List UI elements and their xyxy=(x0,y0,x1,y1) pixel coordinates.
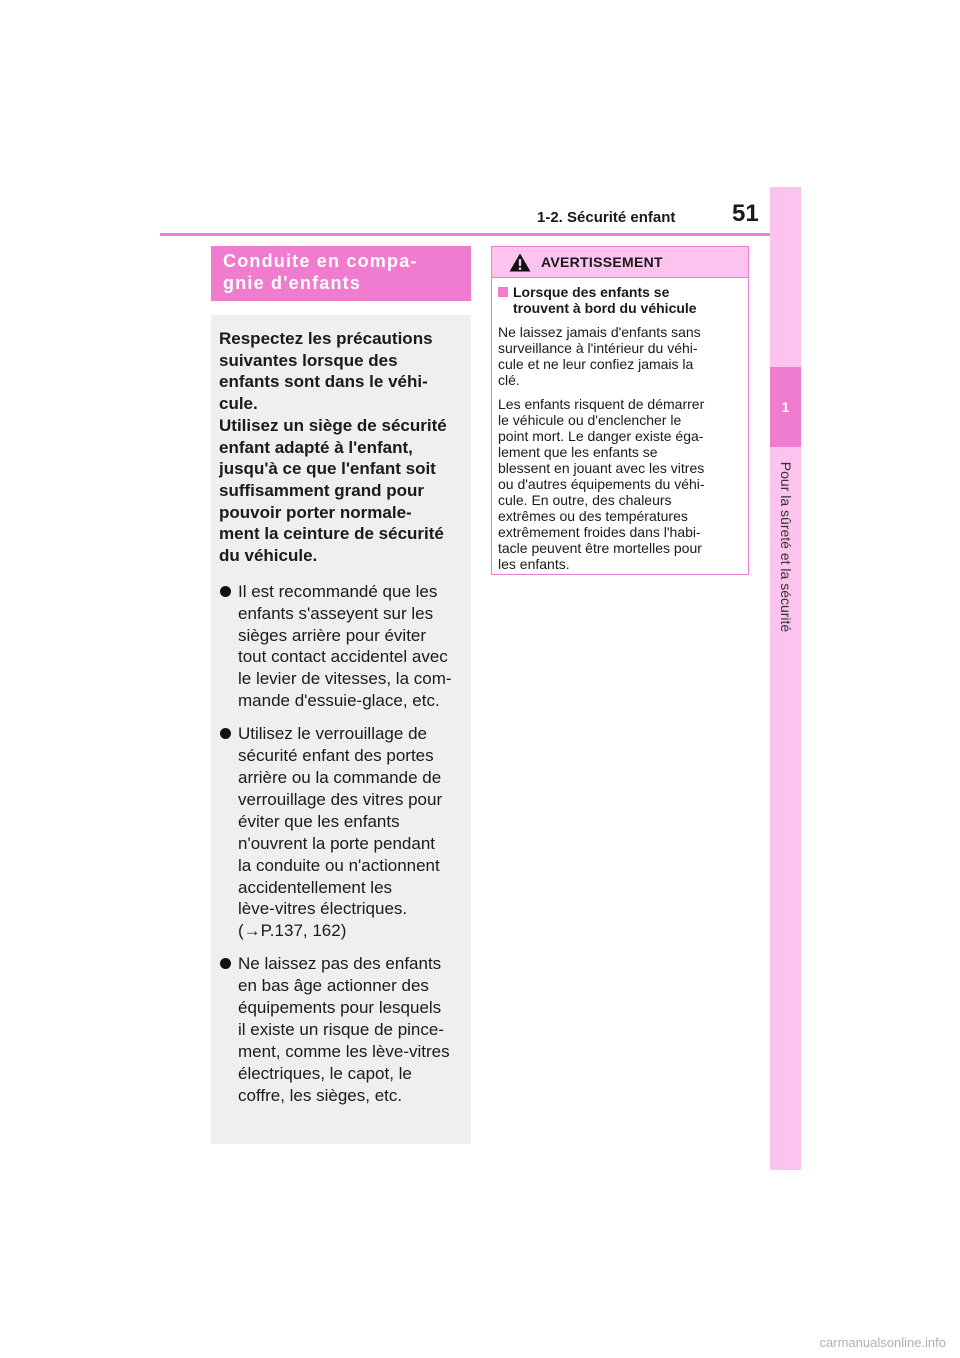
intro-line: Respectez les précautions xyxy=(219,329,433,348)
warning-line: extrêmement froides dans l'habi- xyxy=(498,524,701,540)
bullet-line: verrouillage des vitres pour xyxy=(238,789,443,809)
list-item xyxy=(219,953,463,1106)
intro-line: jusqu'à ce que l'enfant soit xyxy=(219,459,436,479)
section-body xyxy=(211,315,471,1144)
section-header-title: 1-2. Sécurité enfant xyxy=(537,209,676,226)
chapter-number-tab: 1 xyxy=(770,367,801,447)
warning-triangle-icon xyxy=(509,253,531,272)
bullet-line: il existe un risque de pince- xyxy=(238,1019,445,1039)
bullet-line: sécurité enfant des portes xyxy=(238,746,434,766)
warning-line: extrêmes ou des températures xyxy=(498,508,688,524)
warning-paragraph xyxy=(498,396,738,572)
bullet-line: Utilisez le verrouillage de xyxy=(238,724,427,744)
warning-line: blessent en jouant avec les vitres xyxy=(498,460,705,476)
warning-line: Les enfants risquent de démarrer xyxy=(498,396,705,412)
bullet-line: la conduite ou n'actionnent xyxy=(238,855,440,875)
warning-line: les enfants. xyxy=(498,556,570,572)
warning-subtitle-line: trouvent à bord du véhicule xyxy=(513,299,697,316)
intro-line: cule. xyxy=(219,394,258,414)
warning-line: clé. xyxy=(498,372,520,388)
intro-line: du véhicule. xyxy=(219,546,318,566)
main-section xyxy=(211,246,471,1144)
bullet-list xyxy=(219,581,463,1107)
bullet-line: arrière ou la commande de xyxy=(238,767,442,787)
warning-header xyxy=(492,247,748,278)
bullet-line: éviter que les enfants xyxy=(238,811,400,831)
bullet-dot-icon xyxy=(220,728,231,739)
bullet-line: sièges arrière pour éviter xyxy=(238,625,427,645)
warning-box xyxy=(491,246,749,575)
page-number: 51 xyxy=(732,200,759,227)
warning-subtitle xyxy=(498,285,738,316)
bullet-line: en bas âge actionner des xyxy=(238,976,429,996)
warning-line: surveillance à l'intérieur du véhi- xyxy=(498,340,698,356)
watermark[interactable]: carmanualsonline.info xyxy=(819,1335,946,1350)
bullet-line: enfants s'asseyent sur les xyxy=(238,603,434,623)
intro-line: enfant adapté à l'enfant, xyxy=(219,437,413,457)
section-heading xyxy=(211,246,471,301)
warning-line: Ne laissez jamais d'enfants sans xyxy=(498,324,701,340)
intro-line: suivantes lorsque des xyxy=(219,350,398,370)
bullet-line: le levier de vitesses, la com- xyxy=(238,669,452,689)
warning-line: ou d'autres équipements du véhi- xyxy=(498,476,705,492)
bullet-line: lève-vitres électriques. xyxy=(238,899,408,919)
warning-line: cule. En outre, des chaleurs xyxy=(498,492,672,508)
square-bullet-icon xyxy=(498,287,508,297)
warning-body xyxy=(492,278,748,572)
page-reference-link[interactable]: (→P.137, 162) xyxy=(238,921,347,941)
intro-line: enfants sont dans le véhi- xyxy=(219,372,428,392)
bullet-line: tout contact accidentel avec xyxy=(238,647,448,667)
intro-paragraph xyxy=(219,328,463,567)
bullet-line: ment, comme les lève-vitres xyxy=(238,1041,450,1061)
bullet-line: Il est recommandé que les xyxy=(238,581,438,601)
intro-line: pouvoir porter normale- xyxy=(219,502,412,522)
list-item xyxy=(219,723,463,942)
bullet-line: électriques, le capot, le xyxy=(238,1063,412,1083)
warning-line: lement que les enfants se xyxy=(498,444,658,460)
warning-line: tacle peuvent être mortelles pour xyxy=(498,540,702,556)
chapter-side-tab xyxy=(770,187,801,1170)
header-divider xyxy=(160,233,770,236)
warning-line: cule et ne leur confiez jamais la xyxy=(498,356,694,372)
bullet-line: Ne laissez pas des enfants xyxy=(238,954,442,974)
bullet-dot-icon xyxy=(220,958,231,969)
chapter-title-vertical: Pour la sûreté et la sécurité xyxy=(778,461,794,633)
warning-title: AVERTISSEMENT xyxy=(541,254,663,270)
bullet-line: équipements pour lesquels xyxy=(238,998,442,1018)
bullet-line: n'ouvrent la porte pendant xyxy=(238,833,436,853)
section-heading-line: Conduite en compa- xyxy=(223,251,418,271)
warning-line: le véhicule ou d'enclencher le xyxy=(498,412,682,428)
bullet-dot-icon xyxy=(220,586,231,597)
warning-line: point mort. Le danger existe éga- xyxy=(498,428,704,444)
intro-line: suffisamment grand pour xyxy=(219,480,424,500)
intro-line: Utilisez un siège de sécurité xyxy=(219,415,447,435)
warning-subtitle-line: Lorsque des enfants se xyxy=(513,284,670,300)
intro-line: ment la ceinture de sécurité xyxy=(219,524,444,544)
list-item xyxy=(219,581,463,712)
warning-paragraph xyxy=(498,324,738,388)
bullet-line: mande d'essuie-glace, etc. xyxy=(238,691,440,711)
bullet-line: coffre, les sièges, etc. xyxy=(238,1085,403,1105)
bullet-line: accidentellement les xyxy=(238,877,393,897)
section-heading-line: gnie d'enfants xyxy=(223,273,362,293)
